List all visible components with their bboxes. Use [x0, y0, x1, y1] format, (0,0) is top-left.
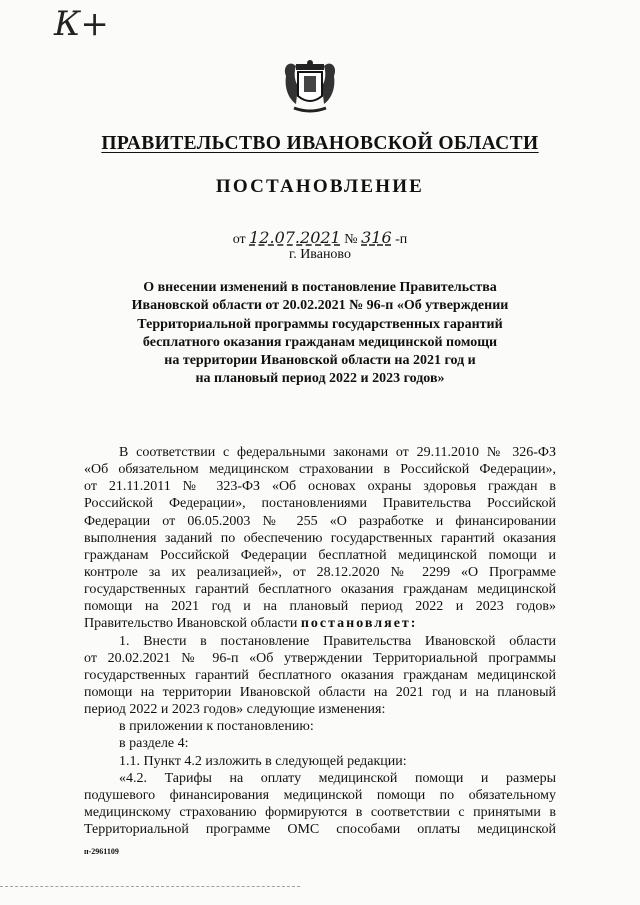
body-line: гражданам Российской Федерации бесплатной медицинской помощи и — [84, 547, 556, 563]
title-line: на плановый период 2022 и 2023 годов» — [195, 371, 445, 387]
body-line: В соответствии с федеральными законами от 29.11.2010 № 326-ФЗ — [119, 445, 556, 460]
body-line-text: Правительство Ивановской области — [84, 616, 298, 632]
body-line: в приложении к постановлению: — [119, 719, 314, 735]
document-code: п-2961109 — [84, 847, 119, 856]
body-line: 1. Внести в постановление Правительства Ивановской области — [119, 633, 556, 649]
body-line: от 21.11.2011 № 323-ФЗ «Об основах охраны здоровья граждан в — [84, 479, 556, 495]
number-label: № — [344, 232, 358, 247]
title-line: бесплатного оказания гражданам медицинской помощи — [142, 334, 498, 350]
body-line: помощи на 2021 год и на плановый период 2022 и 2023 годов» — [84, 599, 556, 615]
body-line: в разделе 4: — [119, 736, 189, 752]
date-number-line — [0, 228, 640, 248]
body-line: помощи на территории Ивановской области на 2021 год и на плановый — [84, 684, 556, 700]
city: г. Иваново — [289, 247, 351, 262]
title-line: на территории Ивановской области на 2021 год и — [164, 353, 476, 369]
body-line: Федерации от 06.05.2003 № 255 «О разработке и финансировании — [84, 513, 556, 529]
body-line: государственных гарантий бесплатного оказания гражданам медицинской — [84, 667, 556, 683]
document-title — [100, 279, 540, 389]
body-line: Российской Федерации», постановлениями Правительства Российской — [84, 496, 556, 512]
title-line: О внесении изменений в постановление Правительства — [143, 280, 497, 295]
document-body — [84, 444, 556, 838]
spaced-decree-word: постановляет: — [300, 616, 418, 632]
body-line: период 2022 и 2023 годов» следующие изменения: — [84, 702, 386, 718]
title-line: Территориальной программы государственных гарантий — [137, 316, 503, 332]
document-type: ПОСТАНОВЛЕНИЕ — [215, 176, 425, 197]
body-line: государственных гарантий бесплатного оказания гражданам медицинской — [84, 582, 556, 598]
government-name: ПРАВИТЕЛЬСТВО ИВАНОВСКОЙ ОБЛАСТИ — [101, 133, 539, 154]
handwritten-date: 12.07.2021 — [249, 228, 341, 247]
body-line: Территориальной программе ОМС способами оплаты медицинской — [84, 822, 556, 838]
handwritten-number: 316 — [361, 228, 392, 247]
body-line: 1.1. Пункт 4.2 изложить в следующей редакции: — [119, 753, 407, 769]
body-line: выполнения заданий по обеспечению государственных гарантий оказания — [84, 530, 556, 546]
scan-artifact-line — [0, 886, 300, 889]
handwritten-note: К+ — [54, 4, 109, 44]
body-line — [84, 615, 556, 632]
title-line: Ивановской области от 20.02.2021 № 96-п «Об утверждении — [131, 298, 509, 314]
body-line: подушевого финансирования медицинской помощи по обязательному — [84, 787, 556, 803]
body-line: медицинскому страхованию формируются в соответствии с принятыми в — [84, 804, 556, 820]
body-line: от 20.02.2021 № 96-п «Об утверждении Территориальной программы — [84, 650, 556, 666]
from-label: от — [232, 232, 246, 247]
body-line: «4.2. Тарифы на оплату медицинской помощи и размеры — [119, 770, 556, 786]
coat-of-arms-emblem — [280, 58, 340, 116]
body-line: «Об обязательном медицинском страховании в Российской Федерации», — [84, 462, 556, 478]
body-line: контроле за их реализацией», от 28.12.2020 № 2299 «О Программе — [84, 564, 556, 580]
number-suffix: -п — [395, 232, 408, 247]
